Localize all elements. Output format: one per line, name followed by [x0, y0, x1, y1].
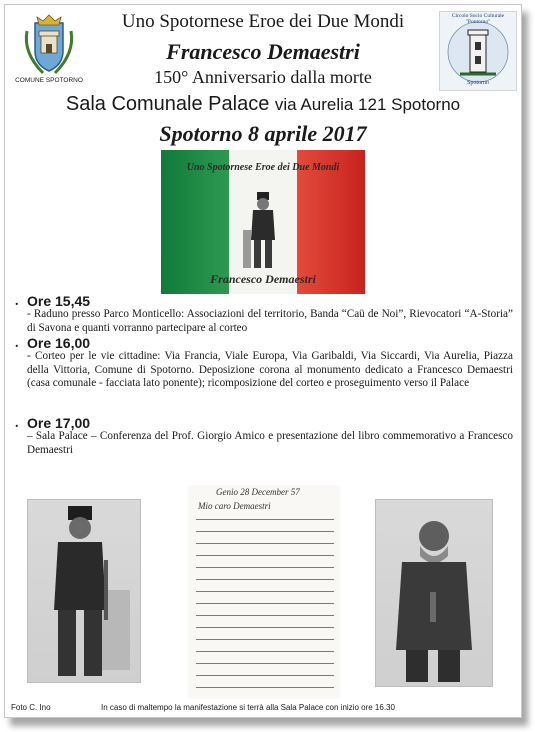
banner-bottom-text: Francesco Demaestri	[210, 272, 316, 286]
flag-banner	[161, 150, 365, 294]
circolo-arc-text: Circolo Socio Culturale "Pontorno"	[451, 13, 505, 25]
schedule-time: Ore 15,45	[27, 293, 91, 309]
venue-line	[5, 93, 521, 116]
script-line	[196, 687, 334, 688]
letter-heading: Genio 28 December 57	[216, 487, 300, 497]
schedule-item-1	[15, 295, 513, 335]
script-line	[196, 591, 334, 592]
event-date: Spotorno 8 aprile 2017	[159, 121, 367, 146]
bullet-icon: .	[15, 416, 19, 431]
soldier-figure-icon	[239, 190, 287, 272]
script-line	[196, 519, 334, 520]
script-line	[196, 651, 334, 652]
page-title: Francesco Demaestri	[166, 39, 360, 64]
letter-salutation: Mio caro Demaestri	[198, 501, 271, 511]
script-line	[196, 555, 334, 556]
handwritten-letter	[188, 485, 340, 699]
comune-label: COMUNE SPOTORNO	[15, 77, 83, 84]
script-line	[196, 639, 334, 640]
script-line	[196, 615, 334, 616]
schedule-text: – Sala Palace – Conferenza del Prof. Giorgio Amico e presentazione del libro commemorativo a Francesco Demaestri	[27, 430, 513, 456]
script-line	[196, 579, 334, 580]
schedule-time: Ore 17,00	[27, 415, 91, 431]
address: via Aurelia 121 Spotorno	[274, 95, 461, 114]
demaestri-photo	[27, 499, 141, 683]
script-line	[196, 603, 334, 604]
garibaldi-portrait-icon	[376, 500, 492, 686]
venue: Sala Comunale Palace	[65, 93, 270, 115]
schedule-text: - Raduno presso Parco Monticello: Associazioni del territorio, Banda “Caü de Noi”, Rievocatori “A-Storia” di Savona e quanti vorranno partecipare al corteo	[27, 308, 513, 334]
bullet-icon: .	[15, 336, 19, 351]
subtitle: Uno Spotornese Eroe dei Due Mondi	[121, 11, 405, 32]
script-line	[196, 531, 334, 532]
schedule-item-3	[15, 417, 513, 457]
script-line	[196, 663, 334, 664]
bullet-icon: .	[15, 294, 19, 309]
script-line	[196, 627, 334, 628]
schedule-time: Ore 16,00	[27, 335, 91, 351]
weather-note: In caso di maltempo la manifestazione si terrà alla Sala Palace con inizio ore 16.30	[101, 703, 395, 712]
schedule-item-2	[15, 337, 513, 391]
officer-portrait-icon	[28, 500, 140, 682]
garibaldi-photo	[375, 499, 493, 687]
poster	[4, 4, 522, 718]
banner-top-text: Uno Spotornese Eroe dei Due Mondi	[186, 162, 340, 173]
circolo-small-text: Spotorno	[466, 80, 489, 86]
anniversary: 150° Anniversario dalla morte	[154, 67, 372, 87]
schedule-text: - Corteo per le vie cittadine: Via Francia, Viale Europa, Via Garibaldi, Via Siccardi, Via Aurelia, Piazza della Vittoria, Comune di Spotorno. Deposizione corona al monumento dedicato a Francesco Demaestri (casa comunale - facciata lato ponente); ricomposizione del corteo e proseguimento verso il Palace	[27, 350, 513, 390]
photo-credit: Foto C. Ino	[11, 703, 51, 712]
script-line	[196, 543, 334, 544]
script-line	[196, 567, 334, 568]
script-line	[196, 675, 334, 676]
